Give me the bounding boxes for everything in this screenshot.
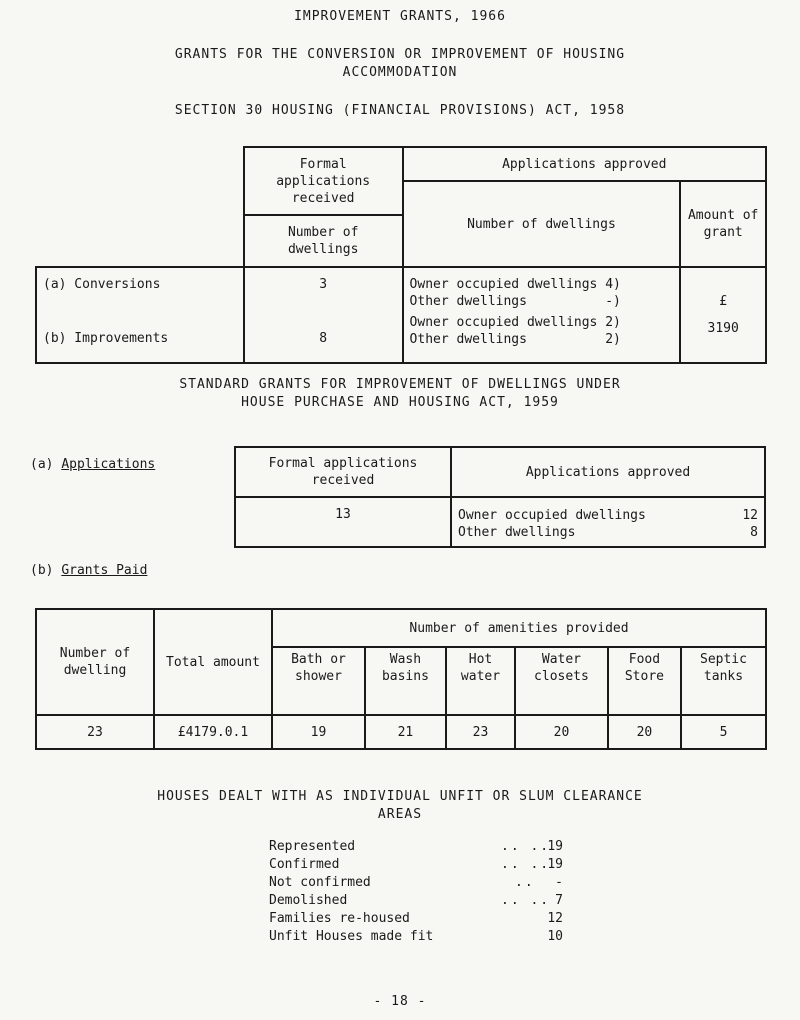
row-labels [36,267,244,363]
t2-other-row [458,524,758,541]
hdr-number-of-dwellings: Number of dwellings [403,181,681,267]
section3-heading-line-2: AREAS [377,807,423,822]
clearance-summary [269,838,563,946]
summary-row [269,910,563,928]
row-a-label: (a) Conversions [43,277,161,292]
summary-row [269,838,563,856]
t3-hdr-number: Number of dwelling [36,609,154,715]
summary-dots: .. [515,875,535,890]
page-number: - 18 - [373,994,427,1009]
t3-number: 23 [36,715,154,749]
amenities-table [35,608,767,750]
t2-other-value: 8 [750,524,758,540]
summary-label [269,874,537,892]
t2-approved-detail [451,497,765,547]
currency-symbol: £ [719,294,728,309]
blank-corner [36,147,244,267]
t2-other-label: Other dwellings [458,524,576,540]
section2-heading-line-1: STANDARD GRANTS FOR IMPROVEMENT OF DWELLINGS UNDER [179,377,621,392]
summary-label-text: Confirmed [269,857,340,872]
t3-val-bath: 19 [272,715,365,749]
t3-col-water-closets: Water closets [515,647,608,715]
t3-val-hot-water: 23 [446,715,515,749]
summary-row [269,892,563,910]
grant-amount-cell [680,267,766,363]
t3-col-bath: Bath or shower [272,647,365,715]
t3-total: £4179.0.1 [154,715,272,749]
t3-col-septic: Septic tanks [681,647,766,715]
summary-row [269,856,563,874]
t3-val-wash: 21 [365,715,446,749]
t2-owner-row [458,507,758,524]
summary-label: Families re-housed [269,911,410,926]
t2-owner-label: Owner occupied dwellings [458,507,646,523]
summary-value: 7 [555,893,563,908]
summary-label: Unfit Houses made fit [269,929,434,944]
t2-hdr-formal: Formal applications received [235,447,451,497]
summary-row [269,928,563,946]
section2-heading-line-2: HOUSE PURCHASE AND HOUSING ACT, 1959 [241,395,559,410]
t2-count: 13 [235,497,451,547]
t3-col-food-store: Food Store [608,647,681,715]
applications-table [234,446,766,548]
subtitle-line-2: ACCOMMODATION [342,65,458,80]
t2-owner-value: 12 [742,507,758,523]
dwelling-details [403,267,681,363]
row-b-count: 8 [319,331,328,346]
detail-line: Other dwellings 2) [409,332,621,347]
grants-paid-subheading [30,563,147,578]
subtitle-line-1: GRANTS FOR THE CONVERSION OR IMPROVEMENT OF HOUSING [174,47,626,62]
summary-label [269,856,551,874]
t3-hdr-amenities: Number of amenities provided [272,609,766,647]
detail-line: Other dwellings -) [409,294,621,309]
t3-hdr-total: Total amount [154,609,272,715]
hdr-applications-approved: Applications approved [403,147,766,181]
applications-label: Applications [61,457,156,472]
summary-dots: .. .. [501,893,551,908]
row-a-count: 3 [319,277,328,292]
hdr-amount-of-grant: Amount of grant [680,181,766,267]
hdr-number-of-dwellings-left: Number of dwellings [244,215,403,267]
summary-value: 19 [547,839,563,854]
summary-label-text: Represented [269,839,356,854]
grants-paid-prefix: (b) [30,563,54,578]
summary-value: 10 [547,929,563,944]
summary-value: 12 [547,911,563,926]
detail-line: Owner occupied dwellings 2) [409,315,621,330]
page-title: IMPROVEMENT GRANTS, 1966 [294,9,506,24]
summary-dots: .. .. [501,839,551,854]
grant-amount: 3190 [707,321,739,336]
t3-val-water-closets: 20 [515,715,608,749]
grants-paid-label: Grants Paid [61,563,148,578]
act-1958-heading: SECTION 30 HOUSING (FINANCIAL PROVISIONS) ACT, 1958 [174,103,626,118]
section3-heading-line-1: HOUSES DEALT WITH AS INDIVIDUAL UNFIT OR SLUM CLEARANCE [157,789,643,804]
hdr-formal-applications: Formal applications received [244,147,403,215]
detail-line: Owner occupied dwellings 4) [409,277,621,292]
t3-val-food-store: 20 [608,715,681,749]
t3-col-wash: Wash basins [365,647,446,715]
summary-row [269,874,563,892]
row-b-label: (b) Improvements [43,331,169,346]
t3-col-hot-water: Hot water [446,647,515,715]
row-counts [244,267,403,363]
summary-label [269,838,551,856]
applications-prefix: (a) [30,457,54,472]
summary-value: - [555,875,563,890]
summary-value: 19 [547,857,563,872]
t3-val-septic: 5 [681,715,766,749]
applications-subheading [30,457,155,472]
summary-label-text: Not confirmed [269,875,371,890]
t2-hdr-approved: Applications approved [451,447,765,497]
conversion-grants-table [35,146,767,364]
summary-dots: .. .. [501,857,551,872]
summary-label [269,892,551,910]
summary-label-text: Demolished [269,893,348,908]
